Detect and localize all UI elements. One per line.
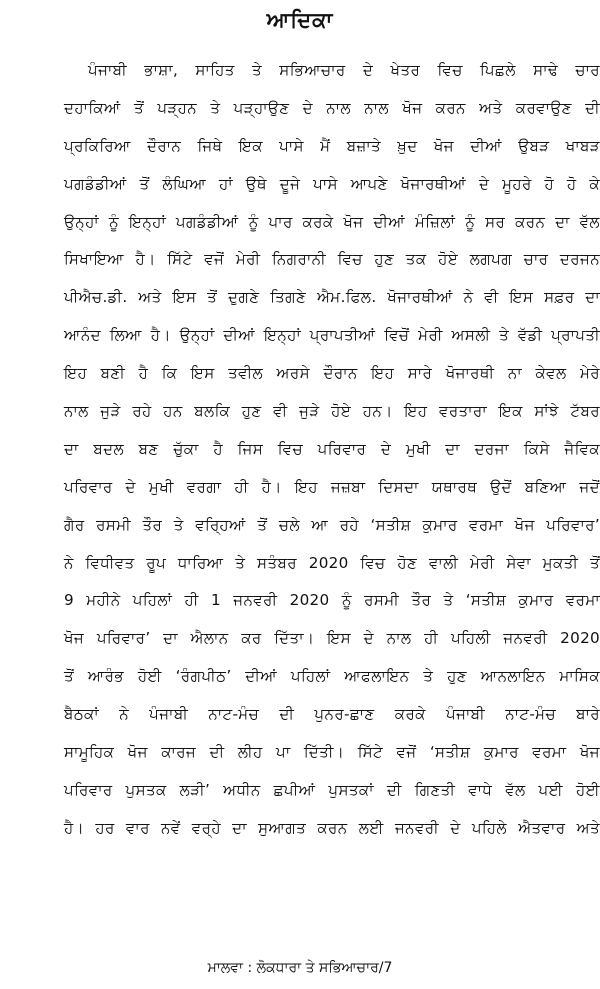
text-line: ਪਗਡੰਡੀਆਂ ਤੋਂ ਲੰਘਿਆ ਹਾਂ ਉਥੇ ਦੂਜੇ ਪਾਸੇ ਆਪਣੇ ਖੋਜਾਰਥੀਆਂ ਦੇ ਮੂਹਰੇ ਹੋ ਹੋ ਕੇ	[64, 174, 600, 193]
page-footer: ਮਾਲਵਾ : ਲੋਕਧਾਰਾ ਤੇ ਸਭਿਆਚਾਰ/7	[207, 960, 393, 976]
text-line: ਸਿਖਾਇਆ ਹੈ। ਸਿੱਟੇ ਵਜੋਂ ਮੇਰੀ ਨਿਗਰਾਨੀ ਵਿਚ ਹੁਣ ਤਕ ਹੋਏ ਲਗਪਗ ਚਾਰ ਦਰਜਨ	[64, 250, 600, 269]
text-line: ਖੋਜ ਪਰਿਵਾਰ’ ਦਾ ਐਲਾਨ ਕਰ ਦਿੱਤਾ। ਇਸ ਦੇ ਨਾਲ ਹੀ ਪਹਿਲੀ ਜਨਵਰੀ 2020	[64, 629, 600, 648]
text-line: ਦਹਾਕਿਆਂ ਤੋਂ ਪੜ੍ਹਨ ਤੇ ਪੜ੍ਹਾਉਣ ਦੇ ਨਾਲ ਨਾਲ ਖੋਜ ਕਰਨ ਅਤੇ ਕਰਵਾਉਣ ਦੀ	[64, 98, 600, 117]
text-line: ਇਹ ਬਣੀ ਹੈ ਕਿ ਇਸ ਤਵੀਲ ਅਰਸੇ ਦੌਰਾਨ ਇਹ ਸਾਰੇ ਖੋਜਾਰਥੀ ਨਾ ਕੇਵਲ ਮੇਰੇ	[64, 364, 600, 383]
text-line: ਆਨੰਦ ਲਿਆ ਹੈ। ਉਨ੍ਹਾਂ ਦੀਆਂ ਇਨ੍ਹਾਂ ਪ੍ਰਾਪਤੀਆਂ ਵਿਚੋਂ ਮੇਰੀ ਅਸਲੀ ਤੇ ਵੱਡੀ ਪ੍ਰਾਪਤੀ	[64, 326, 600, 345]
text-line: ਦਾ ਬਦਲ ਬਣ ਚੁੱਕਾ ਹੈ ਜਿਸ ਵਿਚ ਪਰਿਵਾਰ ਦੇ ਮੁਖੀ ਦਾ ਦਰਜਾ ਕਿਸੇ ਜੈਵਿਕ	[64, 439, 600, 458]
text-line: ਪ੍ਰਕਿਰਿਆ ਦੌਰਾਨ ਜਿਥੇ ਇਕ ਪਾਸੇ ਮੈਂ ਬਜ਼ਾਤੇ ਖ਼ੁਦ ਖੋਜ ਦੀਆਂ ਉਬੜ ਖਾਬੜ	[64, 136, 600, 155]
text-line: ਪਰਿਵਾਰ ਪੁਸਤਕ ਲੜੀ’ ਅਧੀਨ ਛਪੀਆਂ ਪੁਸਤਕਾਂ ਦੀ ਗਿਣਤੀ ਵਾਧੇ ਵੱਲ ਪਈ ਹੋਈ	[64, 780, 600, 799]
text-line: ਪਰਿਵਾਰ ਦੇ ਮੁਖੀ ਵਰਗਾ ਹੀ ਹੈ। ਇਹ ਜਜ਼ਬਾ ਦਿਸਦਾ ਯਥਾਰਥ ਉਦੋਂ ਬਣਿਆ ਜਦੋਂ	[64, 477, 600, 496]
text-line: ਨਾਲ ਜੁੜੇ ਰਹੇ ਹਨ ਬਲਕਿ ਹੁਣ ਵੀ ਜੁੜੇ ਹੋਏ ਹਨ। ਇਹ ਵਰਤਾਰਾ ਇਕ ਸਾਂਝੇ ਟੱਬਰ	[64, 402, 600, 421]
text-line: ਪੰਜਾਬੀ ਭਾਸ਼ਾ, ਸਾਹਿਤ ਤੇ ਸਭਿਆਚਾਰ ਦੇ ਖੇਤਰ ਵਿਚ ਪਿਛਲੇ ਸਾਢੇ ਚਾਰ	[88, 61, 600, 79]
text-line: ਬੈਠਕਾਂ ਨੇ ਪੰਜਾਬੀ ਨਾਟ-ਮੰਚ ਦੀ ਪੁਨਰ-ਛਾਣ ਕਰਕੇ ਪੰਜਾਬੀ ਨਾਟ-ਮੰਚ ਬਾਰੇ	[64, 705, 600, 724]
text-line: 9 ਮਹੀਨੇ ਪਹਿਲਾਂ ਹੀ 1 ਜਨਵਰੀ 2020 ਨੂੰ ਰਸਮੀ ਤੌਰ ਤੇ ‘ਸਤੀਸ਼ ਕੁਮਾਰ ਵਰਮਾ	[64, 591, 600, 610]
text-line: ਗੈਰ ਰਸਮੀ ਤੌਰ ਤੇ ਵਰ੍ਹਿਆਂ ਤੋਂ ਚਲੇ ਆ ਰਹੇ ‘ਸਤੀਸ਼ ਕੁਮਾਰ ਵਰਮਾ ਖੋਜ ਪਰਿਵਾਰ’	[64, 515, 600, 534]
page-heading: ਆਦਿਕਾ	[266, 8, 334, 32]
text-line: ਹੈ। ਹਰ ਵਾਰ ਨਵੇਂ ਵਰ੍ਹੇ ਦਾ ਸੁਆਗਤ ਕਰਨ ਲਈ ਜਨਵਰੀ ਦੇ ਪਹਿਲੇ ਐਤਵਾਰ ਅਤੇ	[64, 818, 600, 837]
text-line: ਤੋਂ ਆਰੰਭ ਹੋਈ ‘ਰੰਗਪੀਠ’ ਦੀਆਂ ਪਹਿਲਾਂ ਆਫਲਾਇਨ ਤੇ ਹੁਣ ਆਨਲਾਇਨ ਮਾਸਿਕ	[64, 667, 600, 686]
text-line: ਸਾਮੂਹਿਕ ਖੋਜ ਕਾਰਜ ਦੀ ਲੀਹ ਪਾ ਦਿੱਤੀ। ਸਿੱਟੇ ਵਜੋਂ ‘ਸਤੀਸ਼ ਕੁਮਾਰ ਵਰਮਾ ਖੋਜ	[64, 743, 600, 762]
text-line: ਨੇ ਵਿਧੀਵਤ ਰੂਪ ਧਾਰਿਆ ਤੇ ਸਤੰਬਰ 2020 ਵਿਚ ਹੋਣ ਵਾਲੀ ਮੇਰੀ ਸੇਵਾ ਮੁਕਤੀ ਤੋਂ	[64, 553, 600, 572]
body-paragraph	[64, 52, 600, 848]
text-line: ਪੀਐਚ.ਡੀ. ਅਤੇ ਇਸ ਤੋਂ ਦੁਗਣੇ ਤਿਗਣੇ ਐਮ.ਫਿਲ. ਖੋਜਾਰਥੀਆਂ ਨੇ ਵੀ ਇਸ ਸਫ਼ਰ ਦਾ	[64, 288, 600, 307]
text-line: ਉਨ੍ਹਾਂ ਨੂੰ ਇਨ੍ਹਾਂ ਪਗਡੰਡੀਆਂ ਨੂੰ ਪਾਰ ਕਰਕੇ ਖੋਜ ਦੀਆਂ ਮੰਜ਼ਿਲਾਂ ਨੂੰ ਸਰ ਕਰਨ ਦਾ ਵੱਲ	[64, 212, 600, 231]
